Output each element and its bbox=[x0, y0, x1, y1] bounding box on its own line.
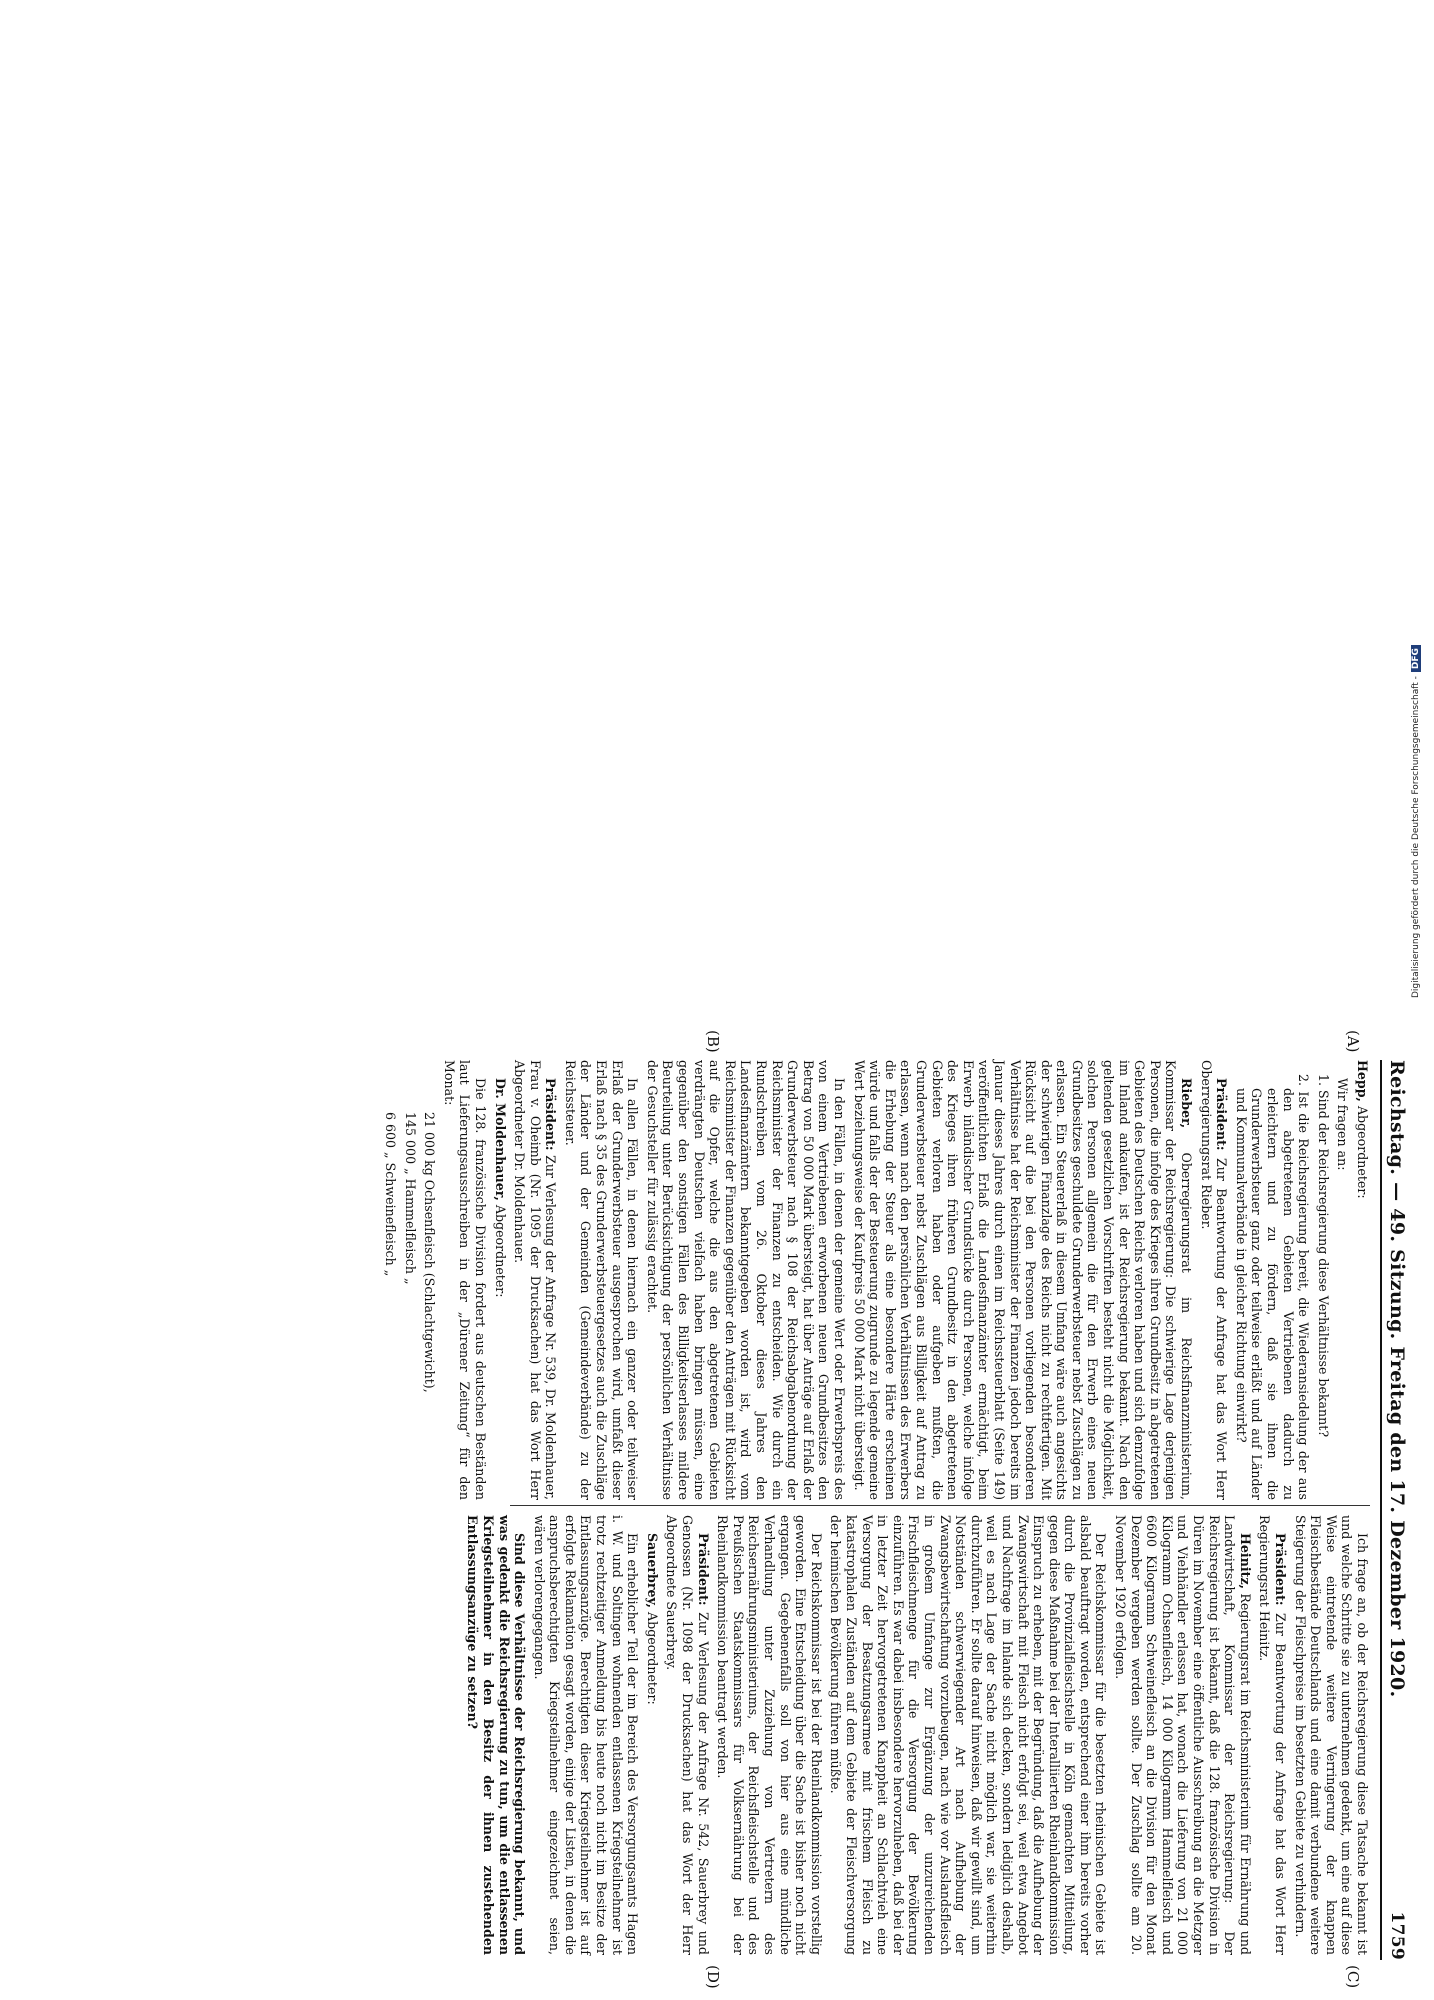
margin-letter-d: (D) bbox=[704, 1965, 722, 1989]
paragraph bbox=[1198, 1060, 1229, 1500]
paragraph bbox=[1113, 1515, 1253, 1955]
speaker-role: Abgeordneter: bbox=[492, 1204, 508, 1298]
question-1: 1. Sind der Reichsregierung diese Verhältnisse bekannt? bbox=[1315, 1074, 1331, 1438]
margin-letter-a: (A) bbox=[1344, 1030, 1362, 1053]
speaker-name: Präsident: bbox=[543, 1078, 559, 1151]
speaker-role: Abgeordneter: bbox=[1355, 1105, 1370, 1199]
paragraph: Der Reichskommissar ist bei der Rheinlandkommission vorstellig geworden. Eine Entscheidung über die Sache ist bisher noch nicht ergangen. Gegebenenfalls soll von hier aus eine mündliche Verhandlung unter Zuziehung von Vertretern des Reichsernährungsministeriums, der Reichsfleischstelle und des Preußischen Staatskommissars für Volksernährung bei der Rheinlandkommission beantragt werden. bbox=[715, 1515, 824, 1955]
paragraph bbox=[851, 1060, 1194, 1500]
paragraph bbox=[1354, 1060, 1370, 1500]
paragraph: Sind diese Verhältnisse der Reichsregierung bekannt, und was gedenkt die Reichsregierung zu tun, um die entlassenen Kriegsteilnehmer in den Besitz der ihnen zustehenden Entlassungsanzüge zu setzen? bbox=[465, 1515, 528, 1955]
left-column bbox=[378, 1060, 1370, 1500]
paragraph bbox=[512, 1060, 559, 1500]
list-item: 21 000 kg Ochsenfleisch (Schlachtgewicht), bbox=[422, 1112, 438, 1393]
paragraph-text: Zur Verlesung der Anfrage Nr. 539, Dr. Moldenhauer, Frau v. Oheimb (Nr. 1095 der Drucksachen) hat das Wort Herr Abgeordneter Dr. Moldenhauer. bbox=[512, 1060, 559, 1500]
page-number: 1759 bbox=[1387, 1911, 1407, 1960]
paragraph-text: Zur Beantwortung der Anfrage hat das Wort Herr Oberregierungsrat Rieber. bbox=[1198, 1060, 1230, 1500]
paragraph-text: Oberregierungsrat im Reichsfinanzministerium, Kommissar der Reichsregierung: Die schwierige Lage derjenigen Personen, die infolge des Krieges ihren Grundbesitz in abgetretenen Gebieten des Deutschen Reichs verloren haben und sich demzufolge im Inland ankaufen, ist der Reichsregierung bekannt. Nach den geltenden gesetzlichen Vorschriften besteht nicht die Möglichkeit, solchen Personen allgemein die für den Erwerb eines neuen Grundbesitzes geschuldete Grunderwerbsteuer nebst Zuschlägen zu erlassen. Ein Steuererlaß in diesem Umfang wäre auch angesichts der schwierigen Finanzlage des Reichs nicht zu rechtfertigen. Mit Rücksicht auf die bei den Personen vorliegenden besonderen Verhältnisse hat der Reichsminister der Finanzen jedoch bereits im Januar dieses Jahres durch einen im Reichssteuerblatt (Seite 149) veröffentlichten Erlaß die Landesfinanzämter ermächtigt, beim Erwerb inländischer Grundstücke durch Personen, welche infolge des Krieges ihren früheren Grundbesitz in den abgetretenen Gebieten verloren haben oder aufgeben mußten, die Grunderwerbsteuer nebst Zuschlägen aus Billigkeit auf Antrag zu erlassen, wenn nach den persönlichen Verhältnissen des Erwerbers die Erhebung der Steuer als eine besondere Härte erscheinen würde und falls der der Besteuerung zugrunde zu legende gemeine Wert beziehungsweise der Kaufpreis 50 000 Mark nicht übersteigt. bbox=[851, 1060, 1195, 1500]
speaker-role: Abgeordneter: bbox=[644, 1612, 660, 1705]
right-column bbox=[461, 1515, 1370, 1955]
paragraph: Ich frage an, ob der Reichsregierung diese Tatsache bekannt ist und welche Schritte sie zu unternehmen gedenkt, um eine auf diese Weise eintretende weitere Verringerung der knappen Fleischbestände Deutschlands und eine damit verbundene weitere Steigerung der Fleischpreise im besetzten Gebiete zu verhindern. bbox=[1292, 1515, 1370, 1955]
paragraph: In allen Fällen, in denen hiernach ein ganzer oder teilweiser Erlaß der Grunderwerbsteuer ausgesprochen wird, umfaßt dieser Erlaß nach § 35 des Grunderwerbsteuergesetzes auch die Zuschläge der Länder und der Gemeinden (Gemeindeverbände) zu der Reichssteuer. bbox=[562, 1060, 641, 1500]
speaker-name: Sauerbrey, bbox=[644, 1533, 660, 1609]
paragraph bbox=[492, 1060, 508, 1500]
dfg-logo: DFG bbox=[1411, 645, 1421, 672]
paragraph bbox=[664, 1515, 711, 1955]
margin-letter-b: (B) bbox=[704, 1030, 722, 1053]
column-separator bbox=[510, 1505, 1370, 1506]
paragraph: Der Reichskommissar für die besetzten rheinischen Gebiete ist alsbald beauftragt worden, entsprechend einer ihm bereits vorher durch die Provinzialfleischstelle in Köln gemachten Mitteilung, gegen diese Maßnahme bei der Interalliierten Rheinlandkommission Einspruch zu erheben, mit der Begründung, daß die Aufhebung der Zwangswirtschaft mit Fleisch nicht erfolgt sei, weil etwa Angebot und Nachfrage im Inlande sich decken, sondern lediglich deshalb, weil es nach Lage der Sache nicht möglich war, sie weiterhin durchzuführen. Er sollte darauf hinweisen, daß wir gewillt sind, um Notständen schwerwiegender Art nach Aufhebung der Zwangsbewirtschaftung vorzubeugen, nach wie vor Auslandsfleisch in großem Umfange zur Ergänzung der unzureichenden Frischfleischmenge für die Versorgung der Bevölkerung einzuführen. Es war dabei insbesondere hervorzuheben, daß bei der in letzter Zeit hervorgetretenen Knappheit an Schlachtvieh eine Versorgung der Besatzungsarmee mit frischem Fleisch zu katastrophalen Zuständen auf dem Gebiete der Fleischversorgung der heimischen Bevölkerung führen müßte. bbox=[828, 1515, 1109, 1955]
page-header bbox=[1384, 1060, 1410, 1960]
paragraph-text: Zur Beantwortung der Anfrage hat das Wort Herr Regierungsrat Heinitz. bbox=[1257, 1515, 1289, 1955]
speaker-name: Hepp, bbox=[1355, 1060, 1370, 1102]
speaker-name: Präsident: bbox=[1214, 1078, 1230, 1151]
list-item: 6 600 „ Schweinefleisch „ bbox=[382, 1112, 398, 1277]
paragraph bbox=[1257, 1515, 1288, 1955]
credit-text: Digitalisierung gefördert durch die Deutsche Forschungsgemeinschaft - bbox=[1411, 676, 1421, 998]
question-2: 2. Ist die Reichsregierung bereit, die Wiederansiedelung der aus den abgetretenen Gebieten Vertriebenen dadurch zu erleichtern und zu fördern, daß sie ihnen die Grunderwerbsteuer ganz oder teilweise erläßt und auf Länder und Kommunalverbände in gleicher Richtung einwirkt? bbox=[1233, 1074, 1312, 1500]
list-item: 145 000 „ Hammelfleisch „ bbox=[402, 1112, 418, 1285]
digitization-credit bbox=[1411, 645, 1421, 998]
header-rule bbox=[1380, 1060, 1382, 1960]
paragraph: In den Fällen, in denen der gemeine Wert oder Erwerbspreis des von einem Vertriebenen erworbenen neuen Grundbesitzes den Betrag von 50 000 Mark übersteigt, hat über Anträge auf Erlaß der Grunderwerbsteuer nach § 108 der Reichsabgabenordnung der Reichsminister der Finanzen zu entscheiden. Wie durch ein Rundschreiben vom 26. Oktober dieses Jahres den Landesfinanzämtern bekanntgegeben worden ist, wird vom Reichsminister der Finanzen gegenüber den Anträgen mit Rücksicht auf die Opfer, welche die aus den abgetretenen Gebieten verdrängten Deutschen vielfach haben bringen müssen, eine gegenüber den sonstigen Fällen des Billigkeitserlasses mildere Beurteilung unter Berücksichtigung der persönlichen Verhältnisse der Gesuchsteller für zulässig erachtet. bbox=[644, 1060, 847, 1500]
speaker-name: Präsident: bbox=[1273, 1533, 1289, 1606]
rotated-page-content bbox=[12, 1000, 1422, 2000]
speaker-name: Präsident: bbox=[695, 1533, 711, 1606]
paragraph bbox=[644, 1515, 660, 1955]
paragraph: Wir fragen an: bbox=[1335, 1078, 1351, 1171]
page-header-title: Reichstag. — 49. Sitzung. Freitag den 17. Dezember 1920. bbox=[1386, 1060, 1408, 1698]
paragraph-text: Regierungsrat im Reichsministerium für Ernährung und Landwirtschaft, Kommissar der Reichsregierung: Der Reichsregierung ist bekannt, daß die 128. französische Division in Düren im November eine öffentliche Ausschreibung an die Metzger und Viehhändler erlassen hat, wonach die Lieferung von 21 000 Kilogramm Ochsenfleisch, 14 000 Kilogramm Hammelfleisch und 6600 Kilogramm Schweinefleisch an die Division für den Monat Dezember vergeben werden sollte. Der Zuschlag sollte am 20. November 1920 erfolgen. bbox=[1113, 1515, 1253, 1955]
speaker-name: Heinitz, bbox=[1237, 1533, 1253, 1589]
speaker-name: Rieber, bbox=[1179, 1078, 1195, 1129]
margin-letter-c: (C) bbox=[1344, 1965, 1362, 1989]
paragraph: Ein erheblicher Teil der im Bereich des Versorgungsamts Hagen i. W. und Soltingen wohnenden entlassenen Kriegsteilnehmer ist trotz rechtzeitiger Anmeldung bis heute noch nicht im Besitze der Entlassungsanzüge. Berechtigten dieser Kriegsteilnehmer ist auf erfolgte Reklamation gesagt worden, einige der Listen, in denen die anspruchsberechtigten Kriegsteilnehmer eingezeichnet seien, wären verlorengegangen. bbox=[531, 1515, 641, 1955]
paragraph-text: Zur Verlesung der Anfrage Nr. 542, Sauerbrey und Genossen (Nr. 1098 der Drucksachen) hat das Wort der Herr Abgeordnete Sauerbrey. bbox=[664, 1515, 711, 1955]
paragraph: Die 128. französische Division fordert aus deutschen Beständen laut Lieferungsausschreiben in der „Dürener Zeitung“ für den Monat: bbox=[441, 1060, 488, 1500]
speaker-name: Dr. Moldenhauer, bbox=[492, 1078, 508, 1201]
